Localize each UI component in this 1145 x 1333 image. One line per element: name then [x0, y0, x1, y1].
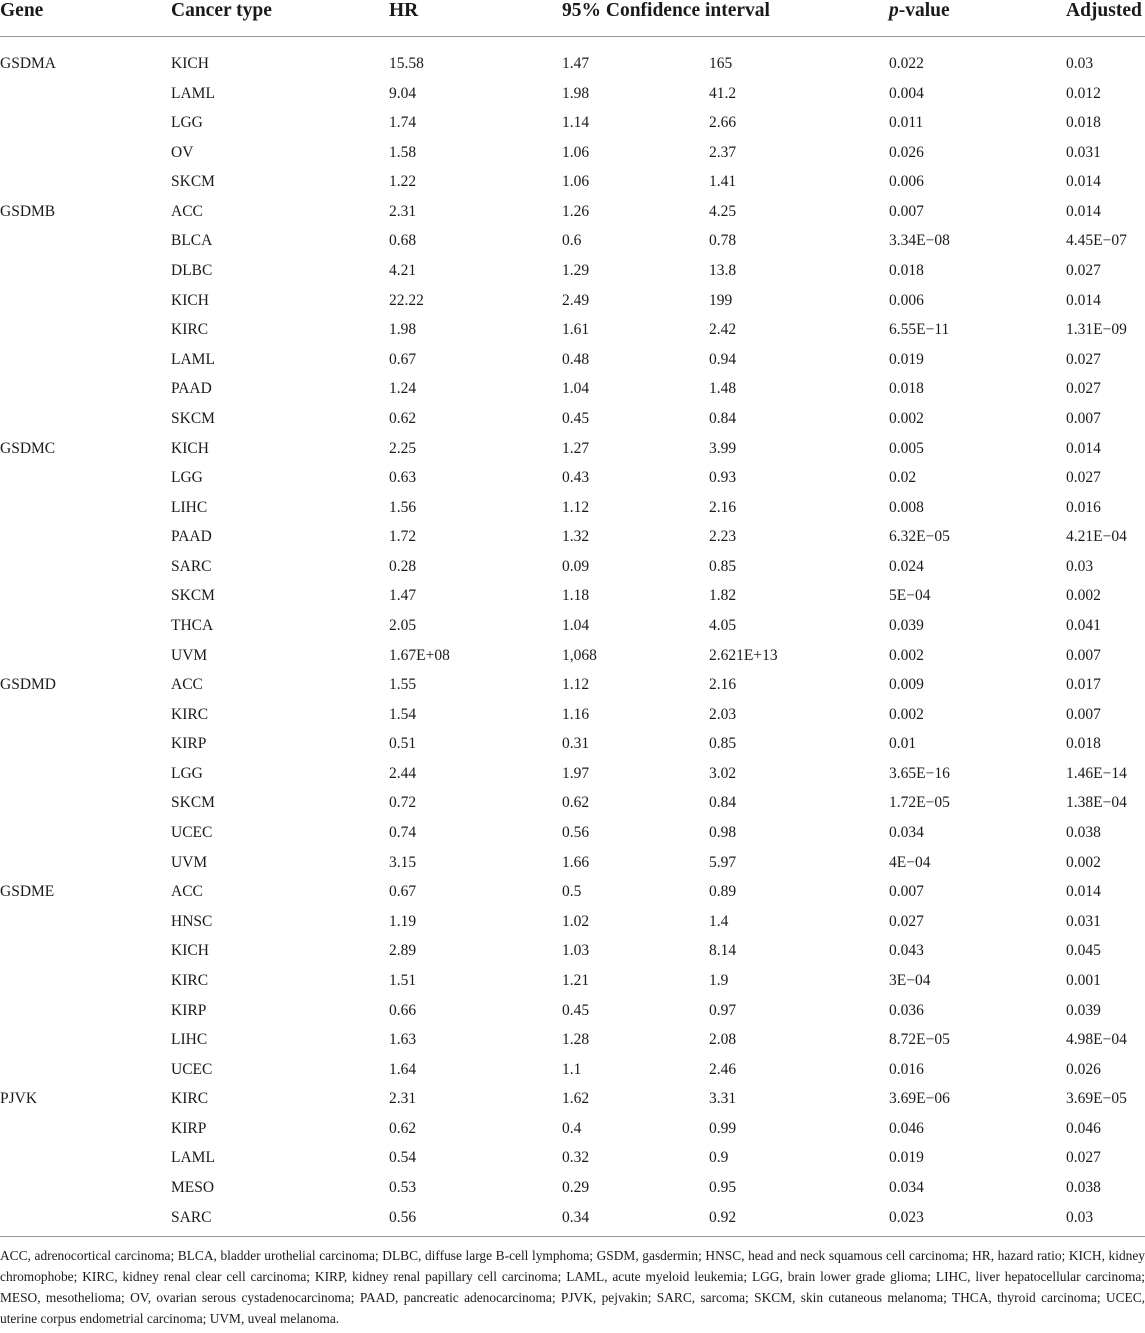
table-row — [0, 286, 1145, 316]
cell-adjusted: 0.027 — [1066, 380, 1101, 398]
cell-p-value: 4E−04 — [889, 853, 931, 871]
cell-cancer-type: KICH — [171, 291, 209, 309]
cell-ci-lower: 1.29 — [562, 262, 590, 280]
cell-adjusted: 0.03 — [1066, 557, 1094, 575]
cell-hr: 0.68 — [389, 232, 417, 250]
cell-hr: 1.64 — [389, 1060, 417, 1078]
cell-p-value: 0.002 — [889, 705, 924, 723]
cell-hr: 0.63 — [389, 469, 417, 487]
cell-cancer-type: LGG — [171, 764, 203, 782]
cell-adjusted: 0.002 — [1066, 587, 1101, 605]
cell-p-value: 1.72E−05 — [889, 794, 950, 812]
cell-ci-upper: 3.99 — [709, 439, 737, 457]
cell-ci-upper: 2.66 — [709, 114, 737, 132]
table-row — [0, 907, 1145, 937]
cell-ci-lower: 1.61 — [562, 321, 590, 339]
cell-p-value: 0.026 — [889, 143, 924, 161]
cell-p-value: 0.009 — [889, 676, 924, 694]
cell-adjusted: 0.012 — [1066, 84, 1101, 102]
header-gene: Gene — [0, 0, 44, 21]
table-row — [0, 641, 1145, 671]
cell-hr: 4.21 — [389, 262, 417, 280]
cell-adjusted: 0.018 — [1066, 735, 1101, 753]
cell-p-value: 0.023 — [889, 1208, 924, 1226]
cell-p-value: 3.34E−08 — [889, 232, 950, 250]
table-row — [0, 463, 1145, 493]
header-adjusted: Adjusted — [1066, 0, 1142, 21]
table-row — [0, 374, 1145, 404]
cell-hr: 2.44 — [389, 764, 417, 782]
cell-ci-lower: 0.45 — [562, 409, 590, 427]
cell-ci-upper: 13.8 — [709, 262, 737, 280]
table-row — [0, 966, 1145, 996]
cell-adjusted: 0.03 — [1066, 1208, 1094, 1226]
cell-ci-upper: 199 — [709, 291, 733, 309]
cell-ci-lower: 0.56 — [562, 824, 590, 842]
cell-ci-upper: 0.89 — [709, 883, 737, 901]
cell-p-value: 0.005 — [889, 439, 924, 457]
cell-adjusted: 0.002 — [1066, 853, 1101, 871]
cell-ci-lower: 1.32 — [562, 528, 590, 546]
cell-ci-upper: 2.03 — [709, 705, 737, 723]
cell-p-value: 0.034 — [889, 824, 924, 842]
cell-ci-upper: 5.97 — [709, 853, 737, 871]
cell-hr: 1.63 — [389, 1031, 417, 1049]
cell-cancer-type: BLCA — [171, 232, 213, 250]
cell-adjusted: 0.018 — [1066, 114, 1101, 132]
table-row — [0, 1143, 1145, 1173]
cell-ci-lower: 0.09 — [562, 557, 590, 575]
cell-ci-upper: 0.95 — [709, 1178, 737, 1196]
cell-cancer-type: KIRP — [171, 1119, 207, 1137]
cell-ci-lower: 1.18 — [562, 587, 590, 605]
cell-p-value: 8.72E−05 — [889, 1031, 950, 1049]
cell-ci-upper: 1.48 — [709, 380, 737, 398]
cell-adjusted: 0.038 — [1066, 824, 1101, 842]
table-row — [0, 167, 1145, 197]
cell-adjusted: 0.014 — [1066, 883, 1101, 901]
cell-p-value: 0.018 — [889, 262, 924, 280]
cell-ci-lower: 1.66 — [562, 853, 590, 871]
cell-ci-upper: 0.97 — [709, 1001, 737, 1019]
cell-hr: 9.04 — [389, 84, 417, 102]
cell-adjusted: 1.38E−04 — [1066, 794, 1127, 812]
cell-ci-upper: 0.98 — [709, 824, 737, 842]
table-row — [0, 996, 1145, 1026]
cell-adjusted: 0.031 — [1066, 912, 1101, 930]
cell-gene: GSDME — [0, 883, 55, 901]
cell-adjusted: 0.007 — [1066, 409, 1101, 427]
cell-p-value: 0.027 — [889, 912, 924, 930]
cell-ci-upper: 0.85 — [709, 735, 737, 753]
cell-cancer-type: ACC — [171, 202, 203, 220]
cell-adjusted: 0.027 — [1066, 350, 1101, 368]
cell-ci-lower: 1.12 — [562, 498, 590, 516]
cell-adjusted: 0.046 — [1066, 1119, 1101, 1137]
cell-p-value: 0.016 — [889, 1060, 924, 1078]
cell-p-value: 0.043 — [889, 942, 924, 960]
table-row — [0, 522, 1145, 552]
cell-adjusted: 0.014 — [1066, 291, 1101, 309]
cell-adjusted: 4.21E−04 — [1066, 528, 1127, 546]
cell-hr: 0.56 — [389, 1208, 417, 1226]
cell-ci-upper: 1.9 — [709, 971, 729, 989]
table-row — [0, 49, 1145, 79]
table-row — [0, 256, 1145, 286]
cell-adjusted: 1.31E−09 — [1066, 321, 1127, 339]
cell-hr: 0.62 — [389, 1119, 417, 1137]
cell-hr: 0.28 — [389, 557, 417, 575]
cell-ci-lower: 1.06 — [562, 143, 590, 161]
cell-hr: 0.66 — [389, 1001, 417, 1019]
cell-cancer-type: UVM — [171, 853, 208, 871]
table-row — [0, 197, 1145, 227]
cell-cancer-type: LIHC — [171, 498, 208, 516]
cell-ci-upper: 41.2 — [709, 84, 737, 102]
cell-ci-upper: 165 — [709, 55, 733, 72]
cell-adjusted: 0.03 — [1066, 55, 1094, 72]
cell-ci-lower: 0.5 — [562, 883, 582, 901]
cell-cancer-type: UCEC — [171, 1060, 213, 1078]
cell-ci-upper: 0.78 — [709, 232, 737, 250]
cell-p-value: 6.32E−05 — [889, 528, 950, 546]
cell-ci-upper: 3.02 — [709, 764, 737, 782]
cell-ci-lower: 1.28 — [562, 1031, 590, 1049]
cell-cancer-type: KIRC — [171, 1090, 209, 1108]
cell-adjusted: 0.017 — [1066, 676, 1101, 694]
cell-hr: 0.62 — [389, 409, 417, 427]
header-p-value — [889, 0, 950, 36]
cell-adjusted: 0.014 — [1066, 173, 1101, 191]
cell-p-value: 0.006 — [889, 173, 924, 191]
table-row — [0, 434, 1145, 464]
cell-cancer-type: LAML — [171, 1149, 215, 1167]
cell-hr: 2.25 — [389, 439, 417, 457]
cell-ci-lower: 1.06 — [562, 173, 590, 191]
cell-cancer-type: KIRP — [171, 735, 207, 753]
cell-p-value: 6.55E−11 — [889, 321, 950, 339]
cell-hr: 2.05 — [389, 616, 417, 634]
table-row — [0, 729, 1145, 759]
cell-p-value: 0.046 — [889, 1119, 924, 1137]
table-row — [0, 345, 1145, 375]
table-row — [0, 700, 1145, 730]
cell-hr: 1.47 — [389, 587, 417, 605]
table-row — [0, 877, 1145, 907]
cell-ci-lower: 0.32 — [562, 1149, 590, 1167]
cell-ci-upper: 2.42 — [709, 321, 737, 339]
cell-p-value: 0.002 — [889, 409, 924, 427]
cell-adjusted: 0.038 — [1066, 1178, 1101, 1196]
cell-ci-lower: 1.12 — [562, 676, 590, 694]
cell-hr: 1.24 — [389, 380, 417, 398]
cell-p-value: 0.01 — [889, 735, 917, 753]
cell-hr: 22.22 — [389, 291, 424, 309]
cell-cancer-type: KIRP — [171, 1001, 207, 1019]
cell-adjusted: 0.027 — [1066, 262, 1101, 280]
cell-p-value: 0.039 — [889, 616, 924, 634]
cell-adjusted: 0.026 — [1066, 1060, 1101, 1078]
cell-p-value: 0.018 — [889, 380, 924, 398]
cell-ci-lower: 1.04 — [562, 380, 590, 398]
cell-ci-upper: 1.41 — [709, 173, 737, 191]
cell-p-value: 0.011 — [889, 114, 924, 132]
cell-cancer-type: KIRC — [171, 705, 209, 723]
cell-ci-lower: 0.48 — [562, 350, 590, 368]
cell-gene: GSDMC — [0, 439, 56, 457]
table-row — [0, 108, 1145, 138]
cell-ci-lower: 2.49 — [562, 291, 590, 309]
cell-p-value: 0.019 — [889, 350, 924, 368]
cell-adjusted: 0.041 — [1066, 616, 1101, 634]
cell-adjusted: 4.98E−04 — [1066, 1031, 1127, 1049]
cell-adjusted: 0.014 — [1066, 439, 1101, 457]
table-row — [0, 788, 1145, 818]
cell-adjusted: 0.027 — [1066, 469, 1101, 487]
cell-hr: 15.58 — [389, 55, 424, 72]
cell-cancer-type: HNSC — [171, 912, 213, 930]
cell-ci-upper: 2.23 — [709, 528, 737, 546]
cell-hr: 1.74 — [389, 114, 417, 132]
cell-p-value: 3.69E−06 — [889, 1090, 950, 1108]
cell-gene: GSDMD — [0, 676, 56, 694]
cell-p-value: 0.002 — [889, 646, 924, 664]
cell-hr: 1.56 — [389, 498, 417, 516]
header-cancer-type: Cancer type — [171, 0, 272, 21]
cell-cancer-type: PAAD — [171, 528, 212, 546]
cell-ci-lower: 1.16 — [562, 705, 590, 723]
table-row — [0, 404, 1145, 434]
cell-hr: 1.22 — [389, 173, 417, 191]
table-row — [0, 1084, 1145, 1114]
cell-ci-lower: 1.1 — [562, 1060, 582, 1078]
cell-ci-upper: 0.92 — [709, 1208, 737, 1226]
table-row — [0, 226, 1145, 256]
cell-p-value: 0.019 — [889, 1149, 924, 1167]
cell-gene: GSDMA — [0, 55, 56, 72]
table-row — [0, 1055, 1145, 1085]
cell-ci-lower: 1.27 — [562, 439, 590, 457]
cell-ci-upper: 2.16 — [709, 676, 737, 694]
table-footnote: ACC, adrenocortical carcinoma; BLCA, bladder urothelial carcinoma; DLBC, diffuse large B-cell lymphoma; GSDM, gasdermin; HNSC, head and neck squamous cell carcinoma; HR, hazard ratio; KICH, kidney chromophobe; KIRC, kidney renal clear cell carcinoma; KIRP, kidney renal papillary cell carcinoma; LAML, acute myeloid leukemia; LGG, brain lower grade glioma; LIHC, liver hepatocellular carcinoma; MESO, mesothelioma; OV, ovarian serous cystadenocarcinoma; PAAD, pancreatic adenocarcinoma; PJVK, pejvakin; SARC, sarcoma; SKCM, skin cutaneous melanoma; THCA, thyroid carcinoma; UCEC, uterine corpus endometrial carcinoma; UVM, uveal melanoma. — [0, 1248, 1145, 1326]
cell-hr: 0.53 — [389, 1178, 417, 1196]
cell-cancer-type: LGG — [171, 114, 203, 132]
cell-p-value: 0.008 — [889, 498, 924, 516]
cell-ci-upper: 1.82 — [709, 587, 737, 605]
cell-hr: 0.72 — [389, 794, 417, 812]
table-row — [0, 493, 1145, 523]
cell-ci-upper: 2.46 — [709, 1060, 737, 1078]
cell-ci-lower: 1,068 — [562, 646, 597, 664]
cell-ci-upper: 0.84 — [709, 409, 737, 427]
cell-hr: 1.98 — [389, 321, 417, 339]
cell-ci-lower: 0.6 — [562, 232, 582, 250]
cell-cancer-type: MESO — [171, 1178, 215, 1196]
cell-hr: 1.51 — [389, 971, 417, 989]
cell-cancer-type: UCEC — [171, 824, 213, 842]
cell-cancer-type: DLBC — [171, 262, 213, 280]
cell-cancer-type: KIRC — [171, 971, 209, 989]
cell-cancer-type: KIRC — [171, 321, 209, 339]
cell-cancer-type: ACC — [171, 676, 203, 694]
cell-cancer-type: KICH — [171, 55, 209, 72]
cell-p-value: 0.007 — [889, 883, 924, 901]
cell-ci-lower: 1.04 — [562, 616, 590, 634]
cell-hr: 2.31 — [389, 1090, 417, 1108]
table-row — [0, 1025, 1145, 1055]
cell-ci-upper: 0.93 — [709, 469, 737, 487]
cell-p-value: 5E−04 — [889, 587, 931, 605]
cell-adjusted: 0.001 — [1066, 971, 1101, 989]
cell-cancer-type: THCA — [171, 616, 214, 634]
cell-ci-lower: 0.4 — [562, 1119, 582, 1137]
cell-hr: 1.72 — [389, 528, 417, 546]
table-body — [0, 49, 1145, 1232]
cell-hr: 1.58 — [389, 143, 417, 161]
header-hr: HR — [389, 0, 419, 21]
table-row — [0, 315, 1145, 345]
cell-p-value: 0.024 — [889, 557, 924, 575]
cell-gene: PJVK — [0, 1090, 38, 1108]
cell-adjusted: 0.007 — [1066, 705, 1101, 723]
table-row — [0, 1114, 1145, 1144]
cell-p-value: 0.006 — [889, 291, 924, 309]
cell-ci-upper: 1.4 — [709, 912, 729, 930]
cell-ci-lower: 0.29 — [562, 1178, 590, 1196]
cell-hr: 0.67 — [389, 350, 417, 368]
cell-cancer-type: LAML — [171, 350, 215, 368]
table-row — [0, 581, 1145, 611]
cell-cancer-type: LGG — [171, 469, 203, 487]
cell-p-value: 3.65E−16 — [889, 764, 950, 782]
cell-adjusted: 0.014 — [1066, 202, 1101, 220]
header-p-suffix: -value — [898, 0, 950, 21]
table-row — [0, 1173, 1145, 1203]
cell-ci-upper: 8.14 — [709, 942, 737, 960]
cell-adjusted: 0.039 — [1066, 1001, 1101, 1019]
cell-cancer-type: KICH — [171, 942, 209, 960]
cell-cancer-type: SARC — [171, 557, 212, 575]
cell-ci-lower: 0.34 — [562, 1208, 590, 1226]
cell-cancer-type: SKCM — [171, 587, 215, 605]
cell-cancer-type: SKCM — [171, 409, 215, 427]
cell-cancer-type: SKCM — [171, 173, 215, 191]
header-p-italic: p — [889, 0, 899, 21]
cell-ci-lower: 0.62 — [562, 794, 590, 812]
cell-ci-upper: 0.85 — [709, 557, 737, 575]
cell-p-value: 0.036 — [889, 1001, 924, 1019]
cell-adjusted: 1.46E−14 — [1066, 764, 1127, 782]
header-divider — [0, 36, 1145, 37]
table-row — [0, 818, 1145, 848]
table-row — [0, 138, 1145, 168]
cell-hr: 1.54 — [389, 705, 417, 723]
cell-ci-upper: 4.25 — [709, 202, 737, 220]
cell-ci-upper: 0.84 — [709, 794, 737, 812]
cell-ci-lower: 1.21 — [562, 971, 590, 989]
table-row — [0, 611, 1145, 641]
cell-cancer-type: SKCM — [171, 794, 215, 812]
cell-cancer-type: SARC — [171, 1208, 212, 1226]
cell-ci-upper: 2.08 — [709, 1031, 737, 1049]
cell-ci-upper: 4.05 — [709, 616, 737, 634]
cell-hr: 1.19 — [389, 912, 417, 930]
cell-ci-upper: 0.9 — [709, 1149, 729, 1167]
cell-hr: 0.67 — [389, 883, 417, 901]
cell-ci-lower: 1.14 — [562, 114, 590, 132]
cell-adjusted: 0.016 — [1066, 498, 1101, 516]
table-row — [0, 552, 1145, 582]
cell-hr: 2.31 — [389, 202, 417, 220]
cell-adjusted: 3.69E−05 — [1066, 1090, 1127, 1108]
cell-ci-lower: 1.97 — [562, 764, 590, 782]
cell-cancer-type: ACC — [171, 883, 203, 901]
cell-ci-upper: 2.16 — [709, 498, 737, 516]
cell-hr: 0.51 — [389, 735, 417, 753]
table-row — [0, 670, 1145, 700]
cell-cancer-type: KICH — [171, 439, 209, 457]
table-row — [0, 936, 1145, 966]
cell-p-value: 0.02 — [889, 469, 917, 487]
cell-adjusted: 0.027 — [1066, 1149, 1101, 1167]
cell-p-value: 0.007 — [889, 202, 924, 220]
cell-cancer-type: UVM — [171, 646, 208, 664]
cell-p-value: 0.004 — [889, 84, 924, 102]
cell-ci-lower: 1.26 — [562, 202, 590, 220]
cell-hr: 1.67E+08 — [389, 646, 450, 664]
cell-ci-upper: 3.31 — [709, 1090, 737, 1108]
cell-ci-upper: 2.621E+13 — [709, 646, 778, 664]
table-row — [0, 848, 1145, 878]
cell-cancer-type: OV — [171, 143, 194, 161]
cell-p-value: 0.022 — [889, 55, 924, 72]
cell-ci-upper: 0.99 — [709, 1119, 737, 1137]
cell-ci-lower: 0.45 — [562, 1001, 590, 1019]
cell-ci-lower: 1.03 — [562, 942, 590, 960]
cell-cancer-type: LIHC — [171, 1031, 208, 1049]
cell-ci-lower: 1.62 — [562, 1090, 590, 1108]
cell-ci-lower: 0.43 — [562, 469, 590, 487]
cell-ci-lower: 1.47 — [562, 55, 590, 72]
cell-ci-upper: 0.94 — [709, 350, 737, 368]
cell-hr: 0.74 — [389, 824, 417, 842]
cell-adjusted: 0.007 — [1066, 646, 1101, 664]
footer-divider — [0, 1236, 1145, 1237]
cell-hr: 3.15 — [389, 853, 417, 871]
cell-hr: 0.54 — [389, 1149, 417, 1167]
cell-ci-lower: 1.02 — [562, 912, 590, 930]
header-confidence-interval: 95% Confidence interval — [562, 0, 770, 21]
cell-adjusted: 0.045 — [1066, 942, 1101, 960]
cell-cancer-type: LAML — [171, 84, 215, 102]
cell-p-value: 0.034 — [889, 1178, 924, 1196]
cell-hr: 2.89 — [389, 942, 417, 960]
cell-adjusted: 0.031 — [1066, 143, 1101, 161]
table-row — [0, 759, 1145, 789]
cell-adjusted: 4.45E−07 — [1066, 232, 1127, 250]
cell-ci-lower: 1.98 — [562, 84, 590, 102]
cell-gene: GSDMB — [0, 202, 56, 220]
table-row — [0, 79, 1145, 109]
cell-p-value: 3E−04 — [889, 971, 931, 989]
cell-ci-lower: 0.31 — [562, 735, 590, 753]
table-row — [0, 1203, 1145, 1233]
cell-cancer-type: PAAD — [171, 380, 212, 398]
cell-ci-upper: 2.37 — [709, 143, 737, 161]
cell-hr: 1.55 — [389, 676, 417, 694]
